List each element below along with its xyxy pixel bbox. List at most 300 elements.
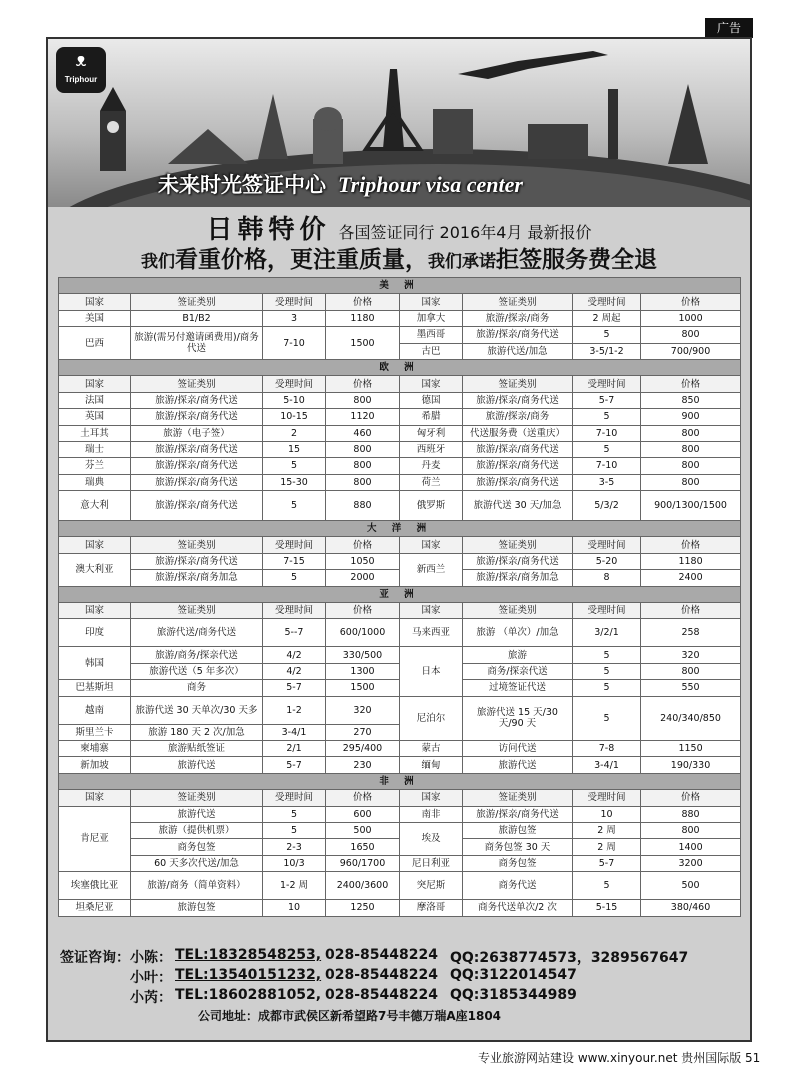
cell: 商务代送 (463, 872, 573, 900)
cell: 880 (641, 806, 741, 822)
promo-small: 各国签证同行 2016年4月 最新报价 (338, 223, 592, 242)
column-header: 签证类别 (131, 376, 263, 392)
column-header: 国家 (400, 294, 463, 310)
cell: 尼日利亚 (400, 855, 463, 871)
cell: 旅游(需另付邀请函费用)/商务代送 (131, 327, 263, 360)
cell: 5 (573, 663, 641, 679)
column-header: 受理时间 (263, 376, 326, 392)
column-header: 价格 (641, 603, 741, 619)
region-label: 欧 洲 (59, 359, 741, 375)
table-row (59, 806, 741, 822)
column-header: 签证类别 (131, 294, 263, 310)
cell: 460 (326, 425, 400, 441)
cell: 800 (326, 392, 400, 408)
column-header: 签证类别 (463, 294, 573, 310)
cell: 60 天多次代送/加急 (131, 855, 263, 871)
column-header: 价格 (641, 790, 741, 806)
table-row (59, 441, 741, 457)
triphour-logo (56, 47, 106, 93)
cell: B1/B2 (131, 310, 263, 326)
cell: 希腊 (400, 409, 463, 425)
table-row (59, 740, 741, 756)
table-row (59, 425, 741, 441)
cell: 4/2 (263, 647, 326, 663)
cell: 丹麦 (400, 458, 463, 474)
cell: 瑞士 (59, 441, 131, 457)
cell: 澳大利亚 (59, 553, 131, 586)
cell: 5 (573, 327, 641, 343)
column-header: 签证类别 (131, 603, 263, 619)
footer-text: 专业旅游网站建设 www.xinyour.net 贵州国际版 (478, 1051, 742, 1065)
cell: 800 (641, 327, 741, 343)
cell: 旅游代送 (131, 757, 263, 773)
header-row (59, 376, 741, 392)
cell: 旅游/探亲/商务加急 (131, 570, 263, 586)
cell: 1500 (326, 680, 400, 696)
cell: 旅游代送 15 天/30 天/90 天 (463, 696, 573, 740)
cell: 2 周 (573, 839, 641, 855)
column-header: 价格 (326, 376, 400, 392)
cell: 旅游/探亲/商务代送 (131, 458, 263, 474)
cell: 380/460 (641, 900, 741, 916)
cell: 旅游代送 (131, 806, 263, 822)
table-row (59, 696, 741, 724)
cell: 5-7 (573, 392, 641, 408)
banner (48, 39, 750, 207)
region-label: 美 洲 (59, 278, 741, 294)
cell: 新加坡 (59, 757, 131, 773)
cell: 墨西哥 (400, 327, 463, 343)
column-header: 国家 (400, 376, 463, 392)
cell: 摩洛哥 (400, 900, 463, 916)
promo2-part: 更注重质量， (290, 247, 428, 273)
cell: 800 (641, 458, 741, 474)
cell: 旅游（电子签） (131, 425, 263, 441)
header-row (59, 294, 741, 310)
cell: 1000 (641, 310, 741, 326)
header-row (59, 537, 741, 553)
cell: 新西兰 (400, 553, 463, 586)
column-header: 受理时间 (573, 294, 641, 310)
cell: 1500 (326, 327, 400, 360)
cell: 旅游/探亲/商务加急 (463, 570, 573, 586)
region-label: 非 洲 (59, 773, 741, 789)
table-row (59, 619, 741, 647)
column-header: 受理时间 (573, 790, 641, 806)
cell: 5 (573, 409, 641, 425)
cell: 4/2 (263, 663, 326, 679)
region-row-africa (59, 773, 741, 789)
cell: 法国 (59, 392, 131, 408)
cell: 270 (326, 724, 400, 740)
cell: 代送服务费（送重庆） (463, 425, 573, 441)
cell: 2400 (641, 570, 741, 586)
cell: 500 (641, 872, 741, 900)
table-row (59, 822, 741, 838)
cell: 3-5/1-2 (573, 343, 641, 359)
table-row (59, 392, 741, 408)
cell: 320 (641, 647, 741, 663)
visa-price-table (58, 277, 741, 917)
cell: 7-8 (573, 740, 641, 756)
cell: 5 (263, 570, 326, 586)
region-row-asia (59, 586, 741, 602)
cell: 旅游/探亲/商务 (463, 310, 573, 326)
column-header: 国家 (400, 603, 463, 619)
company-address: 公司地址：成都市武侯区新希望路7号丰德万瑞A座1804 (198, 1009, 502, 1023)
cell: 15 (263, 441, 326, 457)
cell: 埃塞俄比亚 (59, 872, 131, 900)
cell: 商务包签 (463, 855, 573, 871)
cell: 800 (641, 663, 741, 679)
title-cn: 未来时光签证中心 (158, 173, 326, 197)
cell: 旅游 （单次）/加急 (463, 619, 573, 647)
page-number: 51 (745, 1051, 761, 1065)
cell: 800 (641, 425, 741, 441)
column-header: 价格 (641, 294, 741, 310)
cell: 258 (641, 619, 741, 647)
banner-title (158, 169, 678, 199)
cell: 旅游/商务/探亲代送 (131, 647, 263, 663)
cell: 旅游/探亲/商务代送 (131, 553, 263, 569)
cell: 旅游/探亲/商务代送 (131, 441, 263, 457)
table-row (59, 327, 741, 343)
cell: 7-10 (573, 425, 641, 441)
promo2-part: 我们承诺 (428, 252, 496, 272)
cell: 850 (641, 392, 741, 408)
column-header: 国家 (59, 537, 131, 553)
cell: 5 (263, 822, 326, 838)
cell: 古巴 (400, 343, 463, 359)
cell: 旅游/探亲/商务代送 (463, 392, 573, 408)
cell: 3 (263, 310, 326, 326)
region-label: 亚 洲 (59, 586, 741, 602)
cell: 1250 (326, 900, 400, 916)
cell: 900/1300/1500 (641, 491, 741, 521)
cell: 旅游代送 30 天/加急 (463, 491, 573, 521)
advertisement-frame (46, 37, 752, 1042)
cell: 5-7 (573, 855, 641, 871)
cell: 旅游/探亲/商务代送 (463, 327, 573, 343)
cell: 匈牙利 (400, 425, 463, 441)
cell: 5 (573, 696, 641, 740)
cell: 旅游包签 (131, 900, 263, 916)
cell: 德国 (400, 392, 463, 408)
cell: 斯里兰卡 (59, 724, 131, 740)
cell: 1-2 周 (263, 872, 326, 900)
cell: 600 (326, 806, 400, 822)
column-header: 受理时间 (263, 603, 326, 619)
column-header: 受理时间 (573, 603, 641, 619)
column-header: 签证类别 (463, 537, 573, 553)
cell: 320 (326, 696, 400, 724)
cell: 旅游/探亲/商务代送 (131, 409, 263, 425)
cell: 7-15 (263, 553, 326, 569)
cell: 1180 (326, 310, 400, 326)
column-header: 签证类别 (463, 603, 573, 619)
table-row (59, 409, 741, 425)
table-row (59, 900, 741, 916)
table-row (59, 872, 741, 900)
table-row (59, 458, 741, 474)
cell: 旅游/探亲/商务代送 (131, 392, 263, 408)
cell: 巴基斯坦 (59, 680, 131, 696)
cell: 肯尼亚 (59, 806, 131, 872)
region-row-americas (59, 278, 741, 294)
cell: 商务代送单次/2 次 (463, 900, 573, 916)
column-header: 受理时间 (263, 294, 326, 310)
cell: 1650 (326, 839, 400, 855)
cell: 500 (326, 822, 400, 838)
contact-qq: QQ:3122014547 (450, 967, 577, 983)
cell: 旅游代送 (463, 757, 573, 773)
cell: 960/1700 (326, 855, 400, 871)
table-row (59, 491, 741, 521)
cell: 10/3 (263, 855, 326, 871)
cell: 5-20 (573, 553, 641, 569)
column-header: 受理时间 (263, 537, 326, 553)
cell: 3/2/1 (573, 619, 641, 647)
cell: 800 (641, 822, 741, 838)
cell: 800 (641, 474, 741, 490)
cell: 295/400 (326, 740, 400, 756)
cell: 8 (573, 570, 641, 586)
table-row (59, 647, 741, 663)
cell: 190/330 (641, 757, 741, 773)
promo2-part: 看重价格， (175, 247, 290, 273)
contact-phone[interactable]: 028-85448224 (325, 967, 438, 983)
cell: 10-15 (263, 409, 326, 425)
cell: 5 (573, 441, 641, 457)
cell: 2/1 (263, 740, 326, 756)
cell: 5 (263, 491, 326, 521)
cell: 旅游 (463, 647, 573, 663)
contact-qq: QQ:2638774573，3289567647 (450, 950, 689, 966)
cell: 2 周起 (573, 310, 641, 326)
cell: 访问代送 (463, 740, 573, 756)
cell: 800 (326, 474, 400, 490)
cell: 330/500 (326, 647, 400, 663)
table-row (59, 553, 741, 569)
cell: 2 周 (573, 822, 641, 838)
contact-tel[interactable]: TEL:13540151232, (175, 967, 322, 983)
cell: 过境签证代送 (463, 680, 573, 696)
cell: 1-2 (263, 696, 326, 724)
cell: 1400 (641, 839, 741, 855)
table-row (59, 310, 741, 326)
cell: 坦桑尼亚 (59, 900, 131, 916)
column-header: 国家 (59, 294, 131, 310)
cell: 埃及 (400, 822, 463, 855)
cell: 旅游 180 天 2 次/加急 (131, 724, 263, 740)
cell: 旅游包签 (463, 822, 573, 838)
cell: 尼泊尔 (400, 696, 463, 740)
cell: 加拿大 (400, 310, 463, 326)
cell: 5-10 (263, 392, 326, 408)
cell: 5 (263, 806, 326, 822)
cell: 5-7 (263, 757, 326, 773)
contact-name: 小叶： (130, 970, 172, 986)
column-header: 价格 (326, 790, 400, 806)
cell: 印度 (59, 619, 131, 647)
cell: 7-10 (573, 458, 641, 474)
cell: 800 (326, 441, 400, 457)
cell: 韩国 (59, 647, 131, 680)
cell: 瑞典 (59, 474, 131, 490)
title-en: Triphour visa center (338, 172, 523, 197)
cell: 旅游/探亲/商务代送 (463, 474, 573, 490)
cell: 5-15 (573, 900, 641, 916)
promo-big: 日韩特价 (206, 215, 331, 245)
cell: 1300 (326, 663, 400, 679)
cell: 商务/探亲代送 (463, 663, 573, 679)
cell: 俄罗斯 (400, 491, 463, 521)
cell: 800 (641, 441, 741, 457)
promo-line-2 (48, 241, 750, 274)
cell: 柬埔寨 (59, 740, 131, 756)
cell: 5/3/2 (573, 491, 641, 521)
cell: 旅游/探亲/商务 (463, 409, 573, 425)
cell: 800 (326, 458, 400, 474)
column-header: 受理时间 (573, 376, 641, 392)
cell: 西班牙 (400, 441, 463, 457)
contact-tel[interactable]: TEL:18328548253, (175, 947, 322, 963)
cell: 日本 (400, 647, 463, 696)
region-row-europe (59, 359, 741, 375)
column-header: 受理时间 (573, 537, 641, 553)
column-header: 国家 (59, 376, 131, 392)
cell: 1120 (326, 409, 400, 425)
contact-name: 小陈： (130, 950, 172, 966)
column-header: 受理时间 (263, 790, 326, 806)
cell: 旅游/探亲/商务代送 (131, 491, 263, 521)
cell: 3200 (641, 855, 741, 871)
cell: 南非 (400, 806, 463, 822)
cell: 1180 (641, 553, 741, 569)
cell: 5-7 (263, 680, 326, 696)
cell: 900 (641, 409, 741, 425)
column-header: 国家 (59, 790, 131, 806)
cell: 3-4/1 (573, 757, 641, 773)
cell: 旅游/探亲/商务代送 (463, 553, 573, 569)
cell: 商务包签 30 天 (463, 839, 573, 855)
cell: 5 (573, 680, 641, 696)
cell: 3-5 (573, 474, 641, 490)
cell: 550 (641, 680, 741, 696)
cell: 蒙古 (400, 740, 463, 756)
bear-icon: ᴥ (75, 50, 87, 71)
ad-tag: 广告 (705, 18, 753, 38)
header-row (59, 790, 741, 806)
cell: 5--7 (263, 619, 326, 647)
cell: 1150 (641, 740, 741, 756)
column-header: 签证类别 (463, 376, 573, 392)
cell: 旅游贴纸签证 (131, 740, 263, 756)
table-row (59, 855, 741, 871)
cell: 2400/3600 (326, 872, 400, 900)
cell: 700/900 (641, 343, 741, 359)
column-header: 价格 (326, 294, 400, 310)
column-header: 价格 (326, 603, 400, 619)
cell: 旅游（提供机票） (131, 822, 263, 838)
column-header: 签证类别 (131, 537, 263, 553)
cell: 旅游/探亲/商务代送 (463, 441, 573, 457)
contact-name: 小芮： (130, 990, 172, 1006)
column-header: 国家 (59, 603, 131, 619)
cell: 5 (263, 458, 326, 474)
contact-phone[interactable]: 028-85448224 (325, 947, 438, 963)
region-row-oceania (59, 521, 741, 537)
cell: 旅游/商务（简单资料） (131, 872, 263, 900)
cell: 意大利 (59, 491, 131, 521)
cell: 3-4/1 (263, 724, 326, 740)
cell: 美国 (59, 310, 131, 326)
cell: 7-10 (263, 327, 326, 360)
cell: 芬兰 (59, 458, 131, 474)
column-header: 签证类别 (463, 790, 573, 806)
cell: 2-3 (263, 839, 326, 855)
cell: 10 (573, 806, 641, 822)
cell: 15-30 (263, 474, 326, 490)
contact-qq: QQ:3185344989 (450, 987, 577, 1003)
table-row (59, 474, 741, 490)
cell: 旅游/探亲/商务代送 (463, 806, 573, 822)
cell: 旅游代送（5 年多次） (131, 663, 263, 679)
promo2-part: 拒签服务费全退 (496, 247, 657, 273)
column-header: 价格 (326, 537, 400, 553)
cell: 2000 (326, 570, 400, 586)
cell: 商务 (131, 680, 263, 696)
cell: 旅游代送 30 天单次/30 天多 (131, 696, 263, 724)
cell: 巴西 (59, 327, 131, 360)
cell: 2 (263, 425, 326, 441)
contact-tel[interactable]: TEL:18602881052, (175, 987, 322, 1003)
cell: 缅甸 (400, 757, 463, 773)
cell: 5 (573, 872, 641, 900)
cell: 土耳其 (59, 425, 131, 441)
cell: 10 (263, 900, 326, 916)
column-header: 国家 (400, 790, 463, 806)
cell: 荷兰 (400, 474, 463, 490)
cell: 商务包签 (131, 839, 263, 855)
logo-text: Triphour (64, 75, 98, 84)
table-row (59, 757, 741, 773)
cell: 马来西亚 (400, 619, 463, 647)
cell: 旅游/探亲/商务代送 (463, 458, 573, 474)
cell: 600/1000 (326, 619, 400, 647)
column-header: 价格 (641, 537, 741, 553)
contact-label: 签证咨询： (60, 950, 130, 966)
cell: 1050 (326, 553, 400, 569)
cell: 880 (326, 491, 400, 521)
column-header: 价格 (641, 376, 741, 392)
header-row (59, 603, 741, 619)
cell: 旅游代送/加急 (463, 343, 573, 359)
page-footer (478, 1049, 760, 1066)
cell: 旅游代送/商务代送 (131, 619, 263, 647)
promo2-part: 我们 (141, 252, 175, 272)
cell: 240/340/850 (641, 696, 741, 740)
column-header: 国家 (400, 537, 463, 553)
region-label: 大 洋 洲 (59, 521, 741, 537)
cell: 旅游/探亲/商务代送 (131, 474, 263, 490)
column-header: 签证类别 (131, 790, 263, 806)
contact-phone[interactable]: 028-85448224 (325, 987, 438, 1003)
cell: 230 (326, 757, 400, 773)
cell: 英国 (59, 409, 131, 425)
cell: 5 (573, 647, 641, 663)
cell: 突尼斯 (400, 872, 463, 900)
